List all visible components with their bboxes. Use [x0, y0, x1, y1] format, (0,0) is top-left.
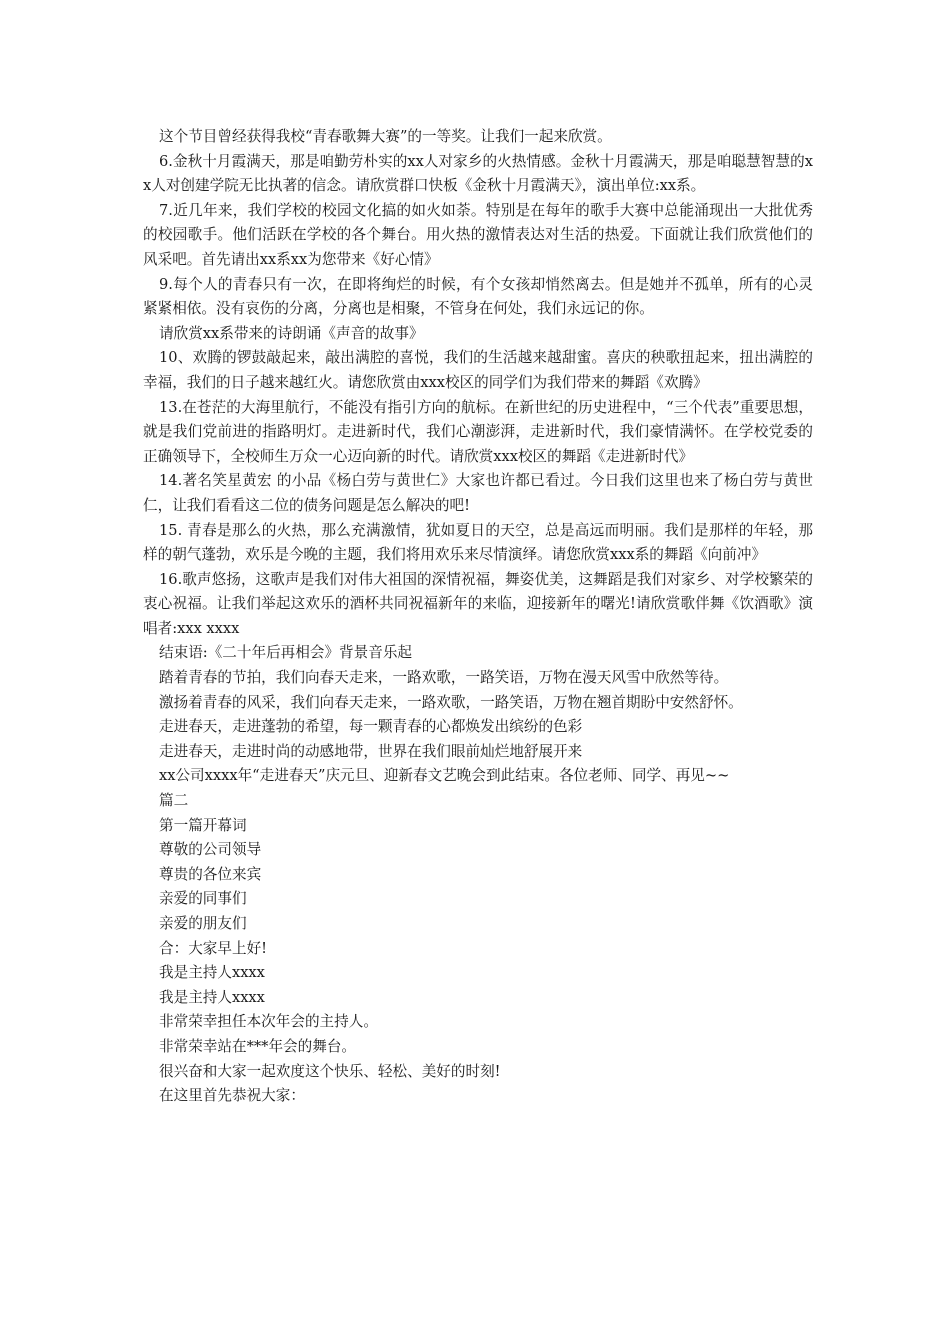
paragraph-item-16: 16.歌声悠扬，这歌声是我们对伟大祖国的深情祝福，舞姿优美，这舞蹈是我们对家乡、对学校繁荣的衷心祝福。让我们举起这欢乐的酒杯共同祝福新年的来临，迎接新年的曙光!请欣赏歌伴舞《饮酒歌》演唱者:xxx xxxx [143, 570, 813, 637]
paragraph-item-9: 9.每个人的青春只有一次，在即将绚烂的时候，有个女孩却悄然离去。但是她并不孤单，所有的心灵紧紧相依。没有哀伤的分离，分离也是相聚，不管身在何处，我们永远记的你。 [143, 275, 813, 318]
document-body [143, 125, 813, 1109]
paragraph-item-7: 7.近几年来，我们学校的校园文化搞的如火如荼。特别是在每年的歌手大赛中总能涌现出一大批优秀的校园歌手。他们活跃在学校的各个舞台。用火热的激情表达对生活的热爱。下面就让我们欣赏他们的风采吧。首先请出xx系xx为您带来《好心情》 [143, 201, 813, 268]
greeting-line: 亲爱的朋友们 [159, 915, 247, 932]
greeting-line: 亲爱的同事们 [159, 890, 247, 908]
closing-line: 激扬着青春的风采，我们向春天走来，一路欢歌，一路笑语，万物在翘首期盼中安然舒怀。 [159, 693, 743, 711]
host-line: 非常荣幸站在***年会的舞台。 [159, 1037, 357, 1055]
closing-heading: 结束语:《二十年后再相会》背景音乐起 [159, 644, 413, 662]
closing-line: 走进春天，走进时尚的动感地带，世界在我们眼前灿烂地舒展开来 [159, 742, 583, 760]
host-line: 非常荣幸担任本次年会的主持人。 [159, 1013, 378, 1031]
closing-line: 走进春天，走进蓬勃的希望，每一颗青春的心都焕发出缤纷的色彩 [159, 718, 583, 736]
paragraph-item-6: 6.金秋十月霞满天，那是咱勤劳朴实的xx人对家乡的火热情感。金秋十月霞满天，那是咱聪慧智慧的xx人对创建学院无比执著的信念。请欣赏群口快板《金秋十月霞满天》，演出单位:xx系。 [143, 152, 813, 195]
closing-line: 踏着青春的节拍，我们向春天走来，一路欢歌，一路笑语，万物在漫天风雪中欣然等待。 [159, 669, 729, 687]
section-heading: 篇二 [159, 792, 189, 810]
paragraph-item-9-cont: 请欣赏xx系带来的诗朗诵《声音的故事》 [159, 324, 424, 342]
host-line: 我是主持人xxxx [159, 988, 265, 1006]
host-line: 我是主持人xxxx [159, 964, 265, 982]
paragraph-intro: 这个节目曾经获得我校“青春歌舞大赛”的一等奖。让我们一起来欣赏。 [159, 128, 612, 145]
closing-line: xx公司xxxx年“走进春天”庆元旦、迎新春文艺晚会到此结束。各位老师、同学、再见~~ [159, 767, 730, 785]
paragraph-item-14: 14.著名笑星黄宏 的小品《杨白劳与黄世仁》大家也许都已看过。今日我们这里也来了杨白劳与黄世仁，让我们看看这二位的债务问题是怎么解决的吧! [143, 472, 813, 514]
paragraph-item-10: 10、欢腾的锣鼓敲起来，敲出满腔的喜悦，我们的生活越来越甜蜜。喜庆的秧歌扭起来，扭出满腔的幸福，我们的日子越来越红火。请您欣赏由xxx校区的同学们为我们带来的舞蹈《欢腾》 [143, 349, 813, 391]
greeting-line: 尊贵的各位来宾 [159, 865, 262, 883]
host-line: 在这里首先恭祝大家： [159, 1087, 305, 1105]
subsection-heading: 第一篇开幕词 [159, 816, 247, 834]
greeting-line: 合：大家早上好! [159, 939, 268, 957]
host-line: 很兴奋和大家一起欢度这个快乐、轻松、美好的时刻! [159, 1062, 501, 1080]
paragraph-item-13: 13.在苍茫的大海里航行，不能没有指引方向的航标。在新世纪的历史进程中，“三个代表”重要思想，就是我们党前进的指路明灯。走进新时代，我们心潮澎湃，走进新时代，我们豪情满怀。在学校党委的正确领导下，全校师生万众一心迈向新的时代。请欣赏xxx校区的舞蹈《走进新时代》 [143, 398, 813, 465]
paragraph-item-15: 15. 青春是那么的火热，那么充满激情，犹如夏日的天空，总是高远而明丽。我们是那样的年轻，那样的朝气蓬勃，欢乐是今晚的主题，我们将用欢乐来尽情演绎。请您欣赏xxx系的舞蹈《向前冲》 [143, 521, 813, 564]
greeting-line: 尊敬的公司领导 [159, 841, 262, 859]
